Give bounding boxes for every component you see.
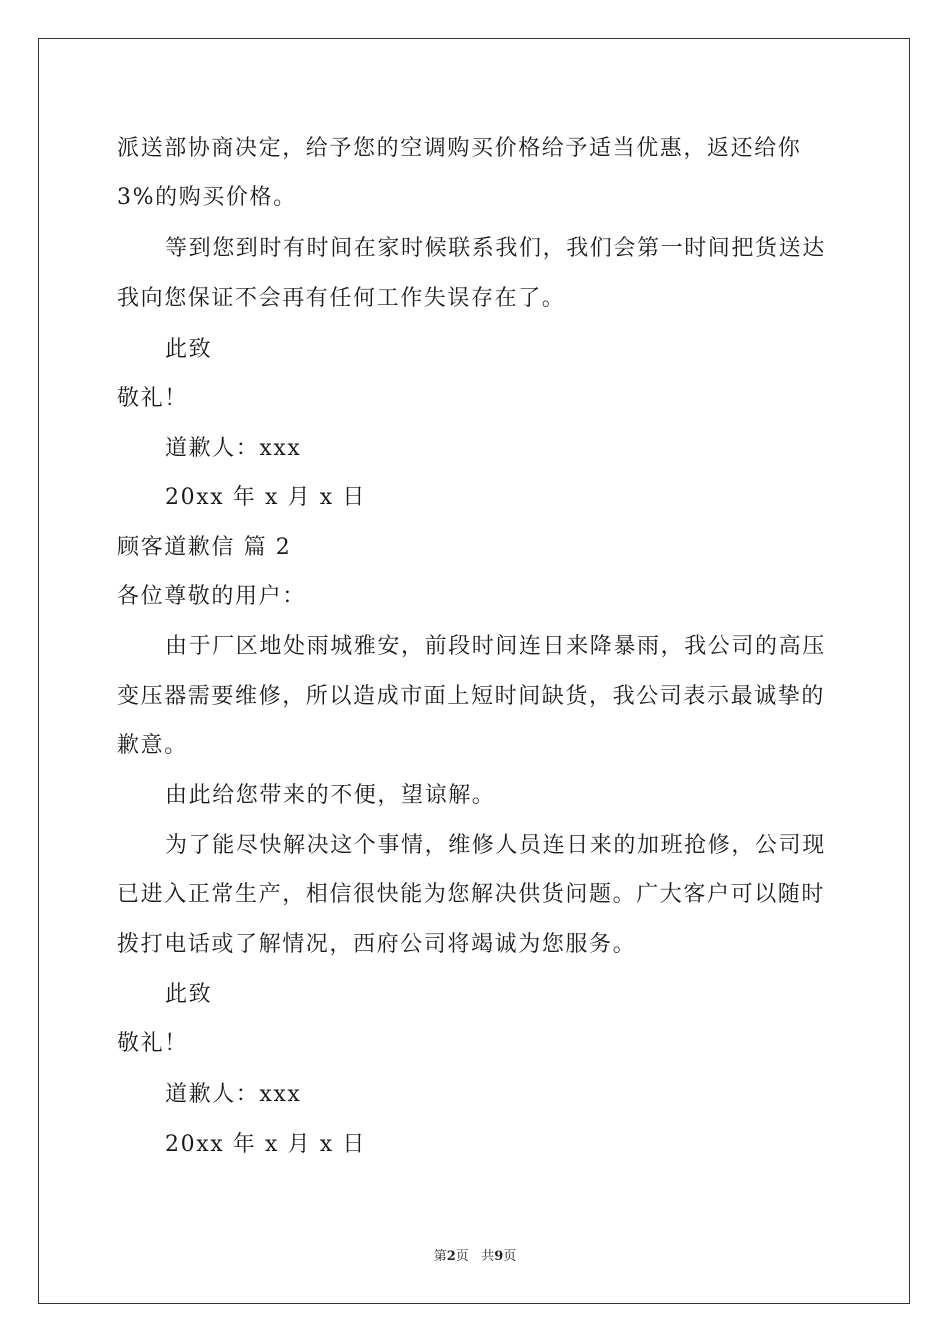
footer-total-suffix: 页 bbox=[503, 1249, 517, 1264]
text-line: 我向您保证不会再有任何工作失误存在了。 bbox=[117, 286, 566, 311]
greeting-line: 各位尊敬的用户： bbox=[117, 584, 306, 609]
text-line: 由于厂区地处雨城雅安，前段时间连日来降暴雨，我公司的高压 bbox=[165, 634, 826, 659]
footer-total-prefix: 共 bbox=[481, 1249, 495, 1264]
page-footer bbox=[0, 1248, 950, 1266]
section-heading: 顾客道歉信 篇 2 bbox=[117, 535, 292, 560]
text-line: 歉意。 bbox=[117, 733, 188, 758]
closing-regards: 敬礼！ bbox=[117, 386, 188, 411]
footer-page-suffix: 页 bbox=[455, 1249, 469, 1264]
signature-line: 道歉人：xxx bbox=[165, 1082, 302, 1107]
date-line: 20xx 年 x 月 x 日 bbox=[165, 1132, 366, 1157]
text-line: 已进入正常生产，相信很快能为您解决供货问题。广大客户可以随时 bbox=[117, 882, 826, 907]
text-line: 拨打电话或了解情况，西府公司将竭诚为您服务。 bbox=[117, 932, 637, 957]
text-line: 3%的购买价格。 bbox=[117, 185, 297, 210]
text-line: 由此给您带来的不便，望谅解。 bbox=[165, 783, 496, 808]
closing-salutation: 此致 bbox=[165, 337, 213, 362]
text-line: 派送部协商决定，给予您的空调购买价格给予适当优惠，返还给你 bbox=[117, 136, 802, 161]
text-line: 为了能尽快解决这个事情，维修人员连日来的加班抢修，公司现 bbox=[165, 833, 826, 858]
footer-page-number: 2 bbox=[446, 1249, 456, 1264]
text-line: 变压器需要维修，所以造成市面上短时间缺货，我公司表示最诚挚的 bbox=[117, 684, 826, 709]
signature-line: 道歉人：xxx bbox=[165, 436, 302, 461]
footer-total-pages: 9 bbox=[494, 1249, 504, 1264]
closing-salutation: 此致 bbox=[165, 982, 213, 1007]
footer-page-prefix: 第 bbox=[433, 1249, 447, 1264]
text-line: 等到您到时有时间在家时候联系我们，我们会第一时间把货送达 bbox=[165, 236, 826, 261]
closing-regards: 敬礼！ bbox=[117, 1031, 188, 1056]
page-frame bbox=[38, 38, 910, 1304]
date-line: 20xx 年 x 月 x 日 bbox=[165, 485, 366, 510]
